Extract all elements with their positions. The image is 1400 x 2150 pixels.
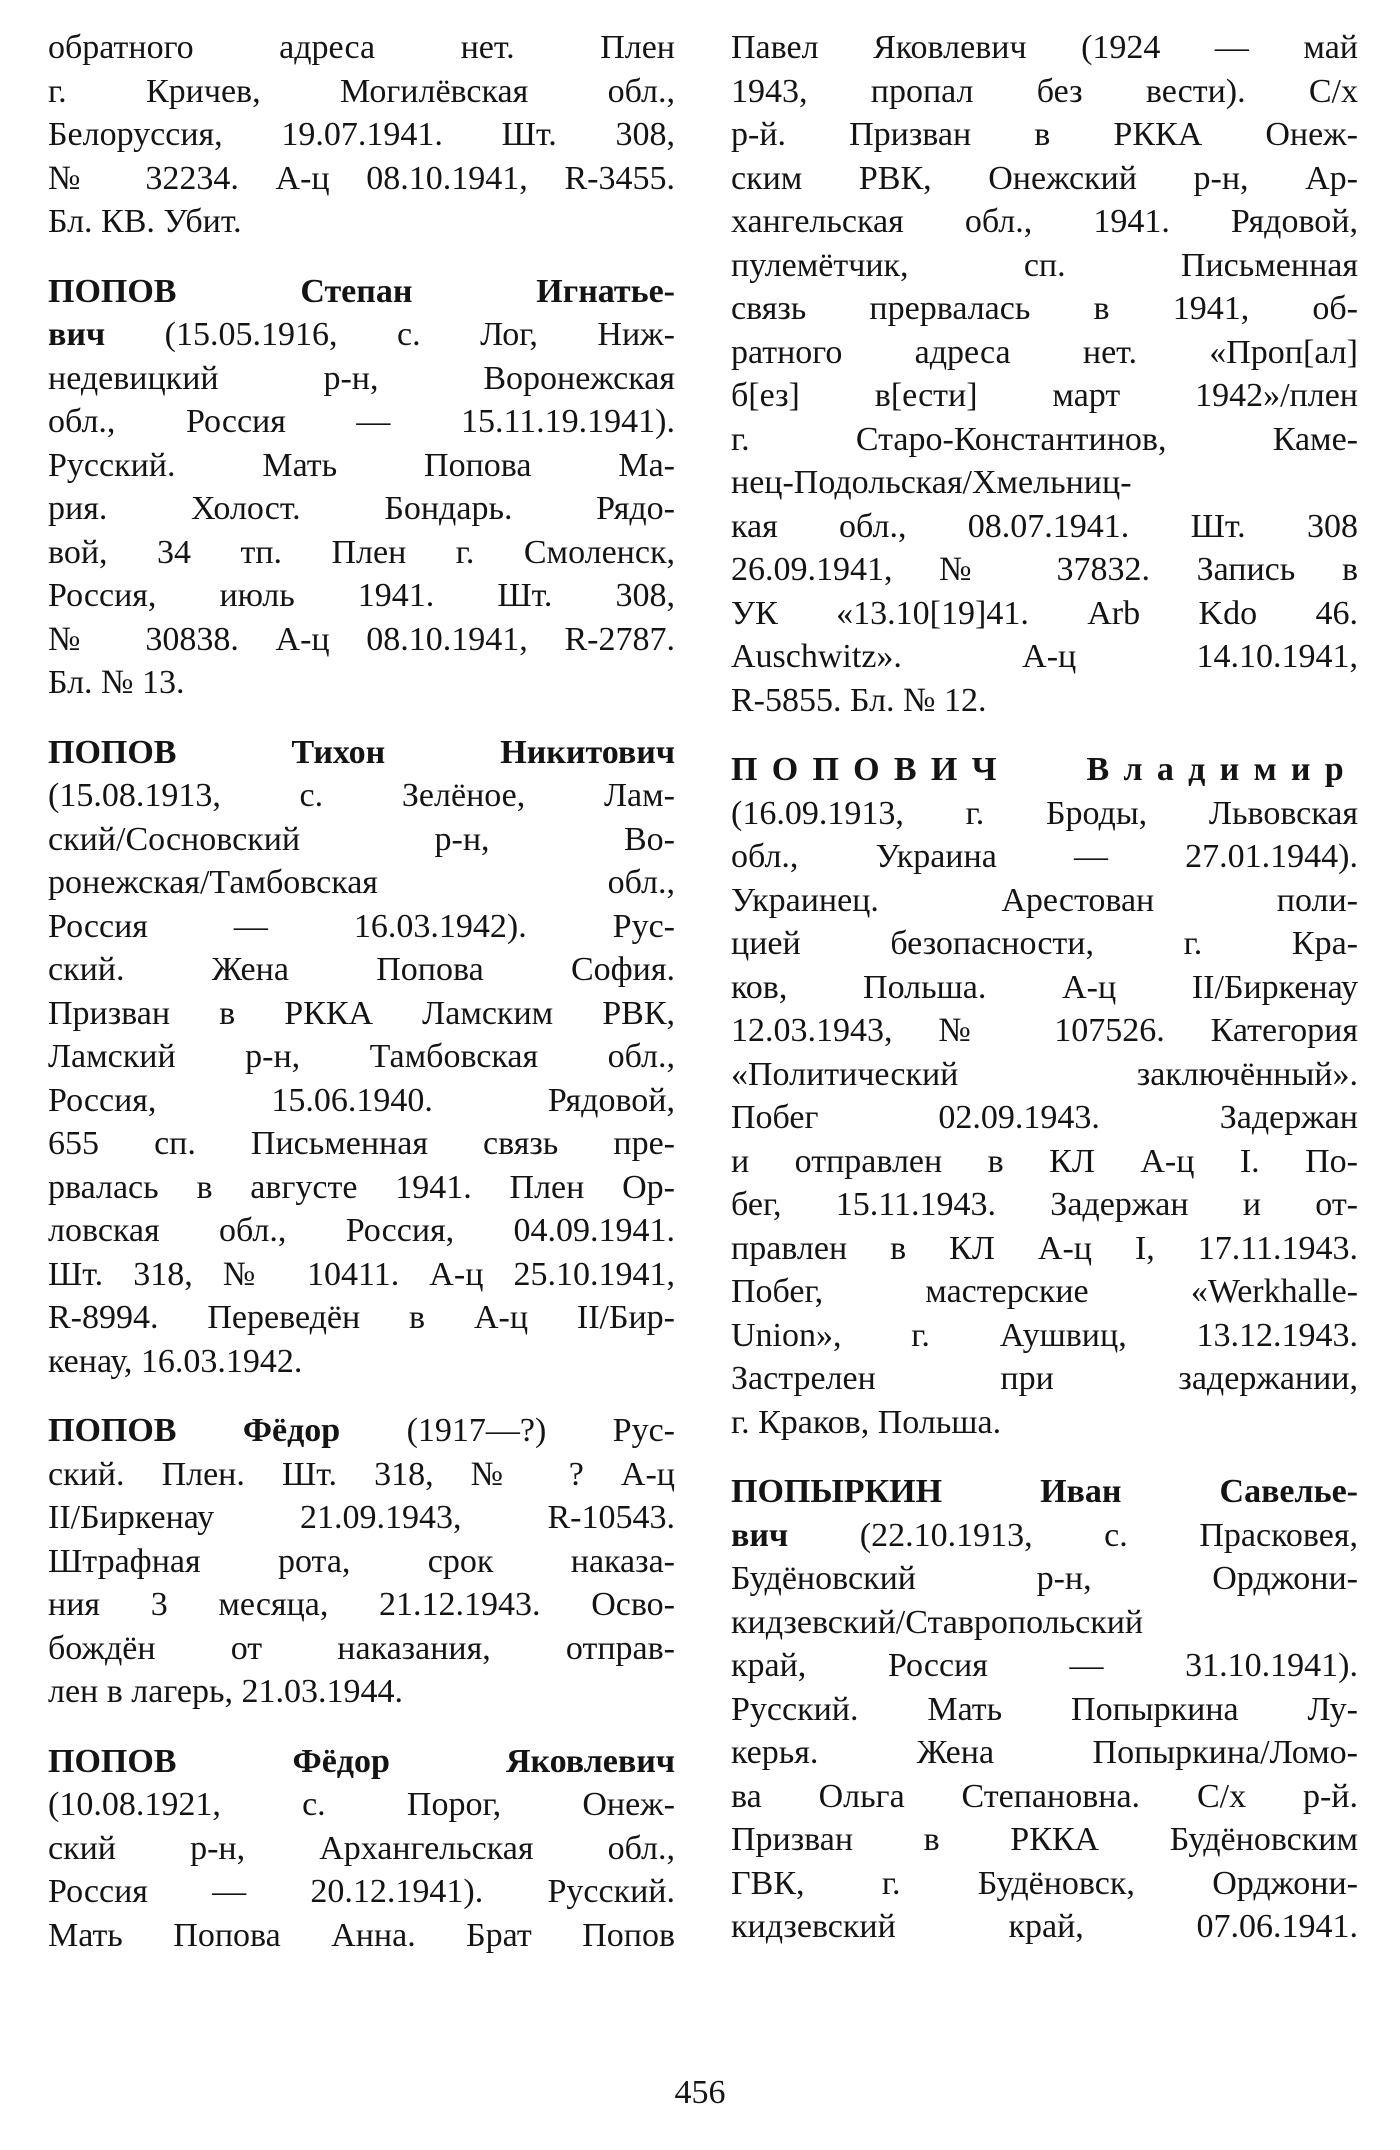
text-line [731, 1096, 1358, 1140]
text-line [48, 1079, 675, 1123]
text-line [48, 1870, 675, 1914]
entry-paragraph [731, 1470, 1358, 1949]
text-line [731, 331, 1358, 375]
entry-paragraph [48, 270, 675, 705]
text-line [731, 1644, 1358, 1688]
entry-name: ПОПОВ Степан Игнатье- [48, 272, 675, 310]
entry-text: кенау, 16.03.1942. [48, 1342, 303, 1380]
entry-text: № 32234. А-ц 08.10.1941, R-3455. [48, 159, 675, 197]
text-line [731, 113, 1358, 157]
text-line [731, 1314, 1358, 1358]
entry-text: р-й. Призван в РККА Онеж- [731, 116, 1358, 153]
entry-text: Павел Яковлевич (1924 — май [731, 29, 1358, 66]
entry-text: ский/Сосновский р-н, Во- [48, 820, 675, 858]
entry-paragraph [731, 748, 1358, 1444]
entry-text: кидзевский край, 07.06.1941. [731, 1908, 1358, 1945]
text-line [731, 1227, 1358, 1271]
entry-text: УК «13.10[19]41. Arb Kdo 46. [731, 594, 1358, 632]
entry-text: ратного адреса нет. «Проп[ал] [731, 333, 1358, 371]
entry-text: «Политический заключённый». [731, 1055, 1358, 1093]
text-line [731, 1731, 1358, 1775]
entry-paragraph [48, 1740, 675, 1958]
entry-text: связь прервалась в 1941, об- [731, 290, 1358, 327]
text-line [731, 1818, 1358, 1862]
text-line [48, 1166, 675, 1210]
entry-text: нец-Подольская/Хмельниц- [731, 464, 1132, 501]
text-line [731, 1862, 1358, 1906]
text-line [731, 200, 1358, 244]
text-line [48, 1253, 675, 1297]
text-line [731, 1009, 1358, 1053]
text-line [731, 1053, 1358, 1097]
text-line [731, 592, 1358, 636]
entry-name: ПОПОВ Тихон Никитович [48, 733, 675, 771]
text-line [48, 487, 675, 531]
entry-text: ским РВК, Онежский р-н, Ар- [731, 159, 1358, 197]
entry-text: и отправлен в КЛ А-ц I. По- [731, 1142, 1358, 1180]
text-line [48, 774, 675, 818]
text-line [731, 374, 1358, 418]
entry-text: Ламский р-н, Тамбовская обл., [48, 1038, 675, 1075]
entry-name: ПОПОВ Фёдор [48, 1412, 341, 1449]
text-line [731, 548, 1358, 592]
text-line [48, 1783, 675, 1827]
entry-text: ский. Плен. Шт. 318, № ? А-ц [48, 1455, 675, 1493]
text-line [731, 966, 1358, 1010]
text-line [48, 531, 675, 575]
entry-name: ПОПОВ Фёдор Яковлевич [48, 1742, 675, 1780]
text-line [48, 1122, 675, 1166]
entry-text: хангельская обл., 1941. Рядовой, [731, 203, 1358, 240]
text-line [731, 1514, 1358, 1558]
text-line [48, 618, 675, 662]
entry-name: ПОПЫРКИН Иван Савелье- [731, 1473, 1358, 1510]
entry-paragraph [48, 26, 675, 244]
text-line [48, 1914, 675, 1958]
entry-text: (10.08.1921, с. Порог, Онеж- [48, 1786, 675, 1823]
text-line [48, 818, 675, 862]
text-line [731, 1688, 1358, 1732]
text-line [731, 26, 1358, 70]
text-line [48, 1670, 675, 1714]
text-line [731, 748, 1358, 792]
entry-text: Призван в РККА Будёновским [731, 1821, 1358, 1858]
entry-text: Побег 02.09.1943. Задержан [731, 1099, 1358, 1136]
entry-text: R-8994. Переведён в А-ц II/Бир- [48, 1299, 675, 1336]
text-line [48, 1453, 675, 1497]
text-line [731, 461, 1358, 505]
text-line [48, 26, 675, 70]
text-line [48, 1827, 675, 1871]
text-line [731, 70, 1358, 114]
text-line [48, 1409, 675, 1453]
text-line [48, 113, 675, 157]
entry-text: 26.09.1941, № 37832. Запись в [731, 551, 1358, 588]
text-line [731, 1775, 1358, 1819]
entry-text: бождён от наказания, отправ- [48, 1629, 675, 1667]
entry-text: рвалась в августе 1941. Плен Ор- [48, 1168, 675, 1206]
entry-text: кидзевский/Ставропольский [731, 1603, 1144, 1641]
text-line [48, 444, 675, 488]
entry-text: Белоруссия, 19.07.1941. Шт. 308, [48, 116, 675, 153]
text-line [731, 1905, 1358, 1949]
entry-text: ГВК, г. Будёновск, Орджони- [731, 1864, 1358, 1902]
text-line [48, 1627, 675, 1671]
text-line [48, 1209, 675, 1253]
text-line [48, 731, 675, 775]
entry-text: Россия, июль 1941. Шт. 308, [48, 577, 675, 614]
text-column-left [48, 26, 675, 1957]
entry-text: обл., Россия — 15.11.19.1941). [48, 403, 675, 440]
entry-text: Бл. № 13. [48, 664, 185, 701]
entry-text: ский р-н, Архангельская обл., [48, 1829, 675, 1867]
text-line [48, 70, 675, 114]
entry-text: ронежская/Тамбовская обл., [48, 864, 675, 901]
text-column-right [731, 26, 1358, 1957]
entry-text: ков, Польша. А-ц II/Биркенау [731, 968, 1358, 1006]
entry-text: Auschwitz». А-ц 14.10.1941, [731, 638, 1358, 675]
text-line [48, 400, 675, 444]
text-line [731, 418, 1358, 462]
text-line [48, 1540, 675, 1584]
entry-text: Шт. 318, № 10411. А-ц 25.10.1941, [48, 1255, 675, 1293]
page-number: 456 [674, 2073, 726, 2111]
entry-text: № 30838. А-ц 08.10.1941, R-2787. [48, 620, 675, 658]
text-line [48, 357, 675, 401]
text-line [731, 244, 1358, 288]
text-line [731, 879, 1358, 923]
text-line [48, 661, 675, 705]
entry-name: вич [731, 1516, 789, 1554]
text-line [48, 861, 675, 905]
text-line [731, 1140, 1358, 1184]
entry-text: г. Краков, Польша. [731, 1403, 1002, 1441]
text-line [48, 948, 675, 992]
text-line [48, 992, 675, 1036]
text-line [731, 287, 1358, 331]
entry-text: пулемётчик, сп. Письменная [731, 246, 1358, 284]
entry-text: Россия, 15.06.1940. Рядовой, [48, 1081, 675, 1119]
text-line [48, 574, 675, 618]
text-line [731, 922, 1358, 966]
entry-text: Россия — 16.03.1942). Рус- [48, 907, 675, 945]
entry-text: лен в лагерь, 21.03.1944. [48, 1673, 403, 1710]
entry-text: ния 3 месяца, 21.12.1943. Осво- [48, 1586, 675, 1623]
entry-text: Застрелен при задержании, [731, 1360, 1358, 1397]
text-line [48, 905, 675, 949]
entry-text: ский. Жена Попова София. [48, 951, 675, 988]
text-line [731, 679, 1358, 723]
entry-text: Штрафная рота, срок наказа- [48, 1542, 675, 1580]
entry-text: Бл. КВ. Убит. [48, 203, 242, 240]
entry-text: Побег, мастерские «Werkhalle- [731, 1273, 1358, 1310]
entry-text: керья. Жена Попыркина/Ломо- [731, 1734, 1358, 1771]
entry-text: г. Старо-Константинов, Каме- [731, 420, 1358, 458]
entry-text: рия. Холост. Бондарь. Рядо- [48, 490, 675, 527]
entry-text: кая обл., 08.07.1941. Шт. 308 [731, 507, 1358, 545]
entry-paragraph [731, 26, 1358, 722]
text-line [48, 1340, 675, 1384]
entry-text: вой, 34 тп. Плен г. Смоленск, [48, 533, 675, 571]
text-line [731, 1357, 1358, 1401]
entry-text: (16.09.1913, г. Броды, Львовская [731, 794, 1358, 832]
text-line [731, 792, 1358, 836]
text-line [48, 270, 675, 314]
entry-text: ва Ольга Степановна. С/х р-й. [731, 1777, 1358, 1815]
entry-text: цией безопасности, г. Кра- [731, 925, 1358, 962]
entry-text: Union», г. Аушвиц, 13.12.1943. [731, 1316, 1358, 1354]
entry-text: Русский. Мать Попыркина Лу- [731, 1690, 1358, 1728]
entry-text: Украинец. Арестован поли- [731, 881, 1358, 919]
text-line [731, 1601, 1358, 1645]
entry-text: R-5855. Бл. № 12. [731, 681, 987, 719]
entry-text: Будёновский р-н, Орджони- [731, 1560, 1358, 1597]
text-line [731, 1401, 1358, 1445]
entry-text: бег, 15.11.1943. Задержан и от- [731, 1186, 1358, 1223]
text-line [731, 1270, 1358, 1314]
text-line [48, 200, 675, 244]
entry-text: (1917—?) Рус- [340, 1412, 675, 1449]
text-line [731, 835, 1358, 879]
entry-text: недевицкий р-н, Воронежская [48, 359, 675, 397]
text-line [731, 1557, 1358, 1601]
entry-text: 1943, пропал без вести). С/х [731, 72, 1358, 110]
entry-text: г. Кричев, Могилёвская обл., [48, 72, 675, 110]
text-line [731, 505, 1358, 549]
entry-text: 12.03.1943, № 107526. Категория [731, 1012, 1358, 1049]
text-line [731, 1183, 1358, 1227]
entry-name: ПОПОВИЧ Владимир [731, 751, 1358, 788]
entry-name: вич [48, 316, 106, 353]
entry-text: ловская обл., Россия, 04.09.1941. [48, 1212, 675, 1249]
entry-text: (15.08.1913, с. Зелёное, Лам- [48, 777, 675, 814]
text-line [48, 1296, 675, 1340]
text-line [731, 157, 1358, 201]
entry-text: 655 сп. Письменная связь пре- [48, 1125, 675, 1162]
entry-text: правлен в КЛ А-ц I, 17.11.1943. [731, 1229, 1358, 1267]
text-line [731, 1470, 1358, 1514]
entry-text: II/Биркенау 21.09.1943, R-10543. [48, 1499, 675, 1536]
entry-text: Призван в РККА Ламским РВК, [48, 994, 675, 1032]
entry-text: б[ез] в[ести] март 1942»/плен [731, 377, 1358, 414]
entry-text: Русский. Мать Попова Ма- [48, 446, 675, 484]
entry-text: край, Россия — 31.10.1941). [731, 1647, 1358, 1684]
entry-text: Мать Попова Анна. Брат Попов [48, 1916, 675, 1954]
text-line [48, 1583, 675, 1627]
text-line [48, 1740, 675, 1784]
entry-text: Россия — 20.12.1941). Русский. [48, 1873, 675, 1910]
text-line [48, 313, 675, 357]
entry-paragraph [48, 731, 675, 1384]
entry-text: (22.10.1913, с. Прасковея, [788, 1516, 1358, 1554]
entry-paragraph [48, 1409, 675, 1714]
text-line [731, 635, 1358, 679]
text-line [48, 1035, 675, 1079]
text-line [48, 1496, 675, 1540]
text-line [48, 157, 675, 201]
entry-text: (15.05.1916, с. Лог, Ниж- [105, 316, 675, 353]
entry-text: обл., Украина — 27.01.1944). [731, 838, 1358, 875]
entry-text: обратного адреса нет. Плен [48, 29, 675, 66]
